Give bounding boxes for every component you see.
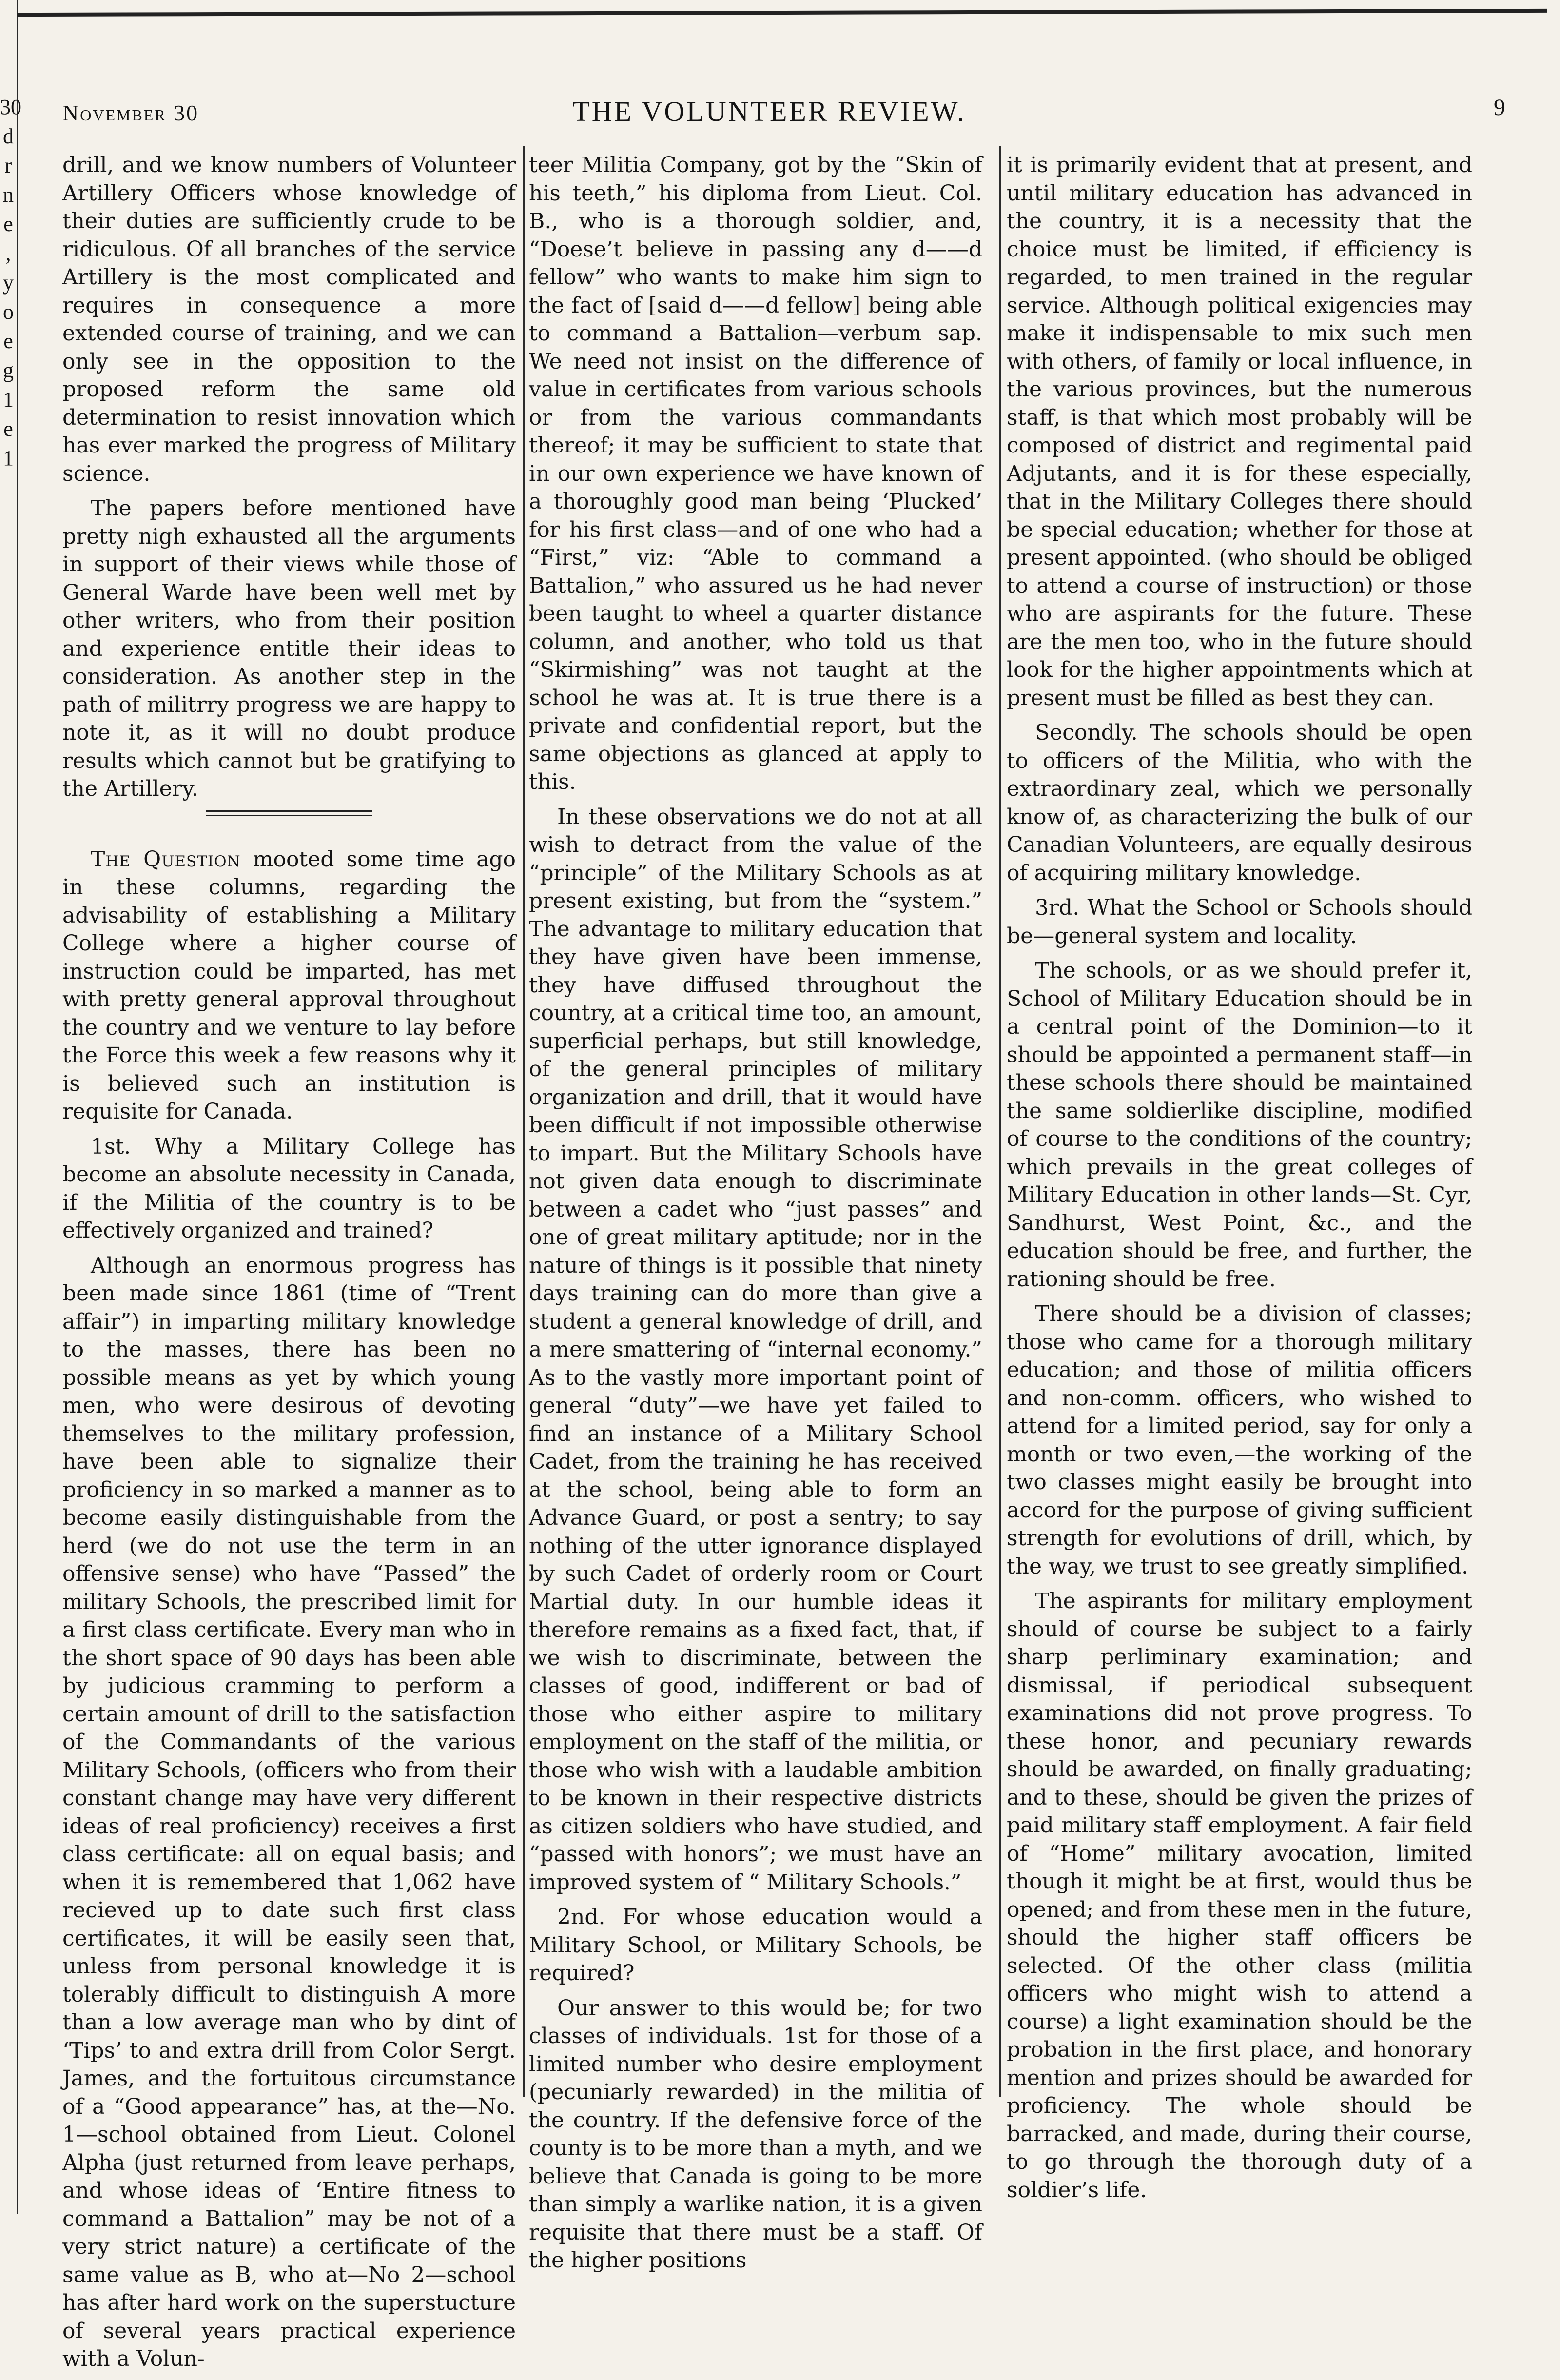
paragraph: drill, and we know numbers of Volunteer Artillery Officers whose knowledge of their duties are sufficiently crude to be ridiculous. Of all branches of the service Artillery is the most complicated and requires in consequence a more extended course of training, and we can only see in the opposition to the proposed reform the same old determination to resist innovation which has ever marked the progress of Military science.: [62, 153, 516, 486]
margin-fragment: d: [3, 124, 14, 148]
paragraph: The aspirants for military employment should of course be subject to a fairly sharp perliminary examination; and dismissal, if periodical subsequent examinations did not prove progress. To these honor, and pecuniary rewards should be awarded, on finally graduating; and to these, should be given the prizes of paid military staff employment. A fair field of “Home” military avocation, limited though it might be at first, would thus be opened; and from these men in the future, should the higher staff officers be selected. Of the other class (militia officers who might wish to attend a course) a light examination should be the probation in the first place, and honorary mention and prizes should be awarded for proficiency. The whole should be barracked, and made, during their course, to go through the thorough duty of a soldier’s life.: [1007, 1589, 1472, 2203]
margin-fragment: r: [4, 154, 12, 177]
top-border-rule: [17, 9, 1547, 17]
header-date: November 30: [62, 100, 199, 125]
paragraph: Although an enormous progress has been made since 1861 (time of “Trent affair”) in imparting military knowledge to the masses, there has been no possible means as yet by which young men, who were desirous of devoting themselves to the military profession, have been able to signalize their proficiency in so marked a manner as to become easily distinguishable from the herd (we do not use the term in an offensive sense) who have “Passed” the military Schools, the prescribed limit for a first class certificate. Every man who in the short space of 90 days has been able by judicious cramming to perform a certain amount of drill to the satisfaction of the Commandants of the various Military Schools, (officers who from their constant change may have very different ideas of real proficiency) receives a first class certificate: all on equal basis; and when it is remembered that 1,062 have recieved up to date such first class certificates, it will be easily seen that, unless from personal knowledge it is tolerably difficult to distinguish A more than a low average man who by dint of ‘Tips’ to and extra drill from Color Sergt. James, and the fortuitous circumstance of a “Good appearance” has, at the—No. 1—school obtained from Lieut. Colonel Alpha (just returned from leave perhaps, and whose ideas of ‘Entire fitness to command a Battalion” may be not of a very strict nature) a certificate of the same value as B, who at—No 2—school has after hard work on the superstucture of several years practical experience with a Volun-: [62, 1253, 516, 2371]
paragraph: 2nd. For whose education would a Military School, or Military Schools, be required?: [529, 1905, 982, 1986]
column-3: [1007, 151, 1472, 2211]
margin-fragment: 30: [0, 95, 21, 119]
lead-in-caps: The Question: [91, 846, 241, 872]
margin-fragment: g: [3, 358, 14, 382]
paragraph-text: mooted some time ago in these columns, regarding the advisability of establishing a Military College where a higher course of instruction could be imparted, has met with pretty general approval throughout the country and we venture to lay before the Force this week a few reasons why it is believed such an institution is requisite for Canada.: [62, 846, 516, 1124]
margin-fragment: y: [3, 271, 14, 295]
paragraph: 1st. Why a Military College has become an absolute necessity in Canada, if the Militia of the country is to be effectively organized and trained?: [62, 1134, 516, 1243]
column-divider: [999, 146, 1001, 2097]
column-divider: [523, 146, 525, 2097]
page-header: [62, 90, 1505, 129]
margin-fragment: n: [3, 183, 14, 207]
paragraph: Our answer to this would be; for two classes of individuals. 1st for those of a limited number who desire employment (pecuniarly rewarded) in the militia of the country. If the defensive force of the county is to be more than a myth, and we believe that Canada is going to be more than simply a warlike nation, it is a given requisite that there must be a staff. Of the higher positions: [529, 1995, 982, 2273]
paragraph: [62, 846, 516, 1126]
margin-fragment: ,: [5, 241, 11, 265]
margin-fragment: o: [3, 300, 14, 324]
margin-fragment: e: [3, 329, 13, 353]
paragraph: Secondly. The schools should be open to officers of the Militia, who with the extraordinary zeal, which we personally know of, as characterizing the bulk of our Canadian Volunteers, are equally desirous of acquiring military knowledge.: [1007, 720, 1472, 885]
margin-fragment: 1: [3, 446, 14, 470]
paragraph: teer Militia Company, got by the “Skin of his teeth,” his diploma from Lieut. Col. B., who is a thorough soldier, and, “Doese’t believe in passing any d——d fellow” who wants to make him sign to the fact of [said d——d fellow] being able to command a Battalion—verbum sap. We need not insist on the difference of value in certificates from various schools or from the various commandants thereof; it may be sufficient to state that in our own experience we have known of a thoroughly good man being ‘Plucked’ for his first class—and of one who had a “First,” viz: “Able to command a Battalion,” who assured us he had never been taught to wheel a quarter distance column, and another, who told us that “Skirmishing” was not taught at the school he was at. It is true there is a private and confidential report, but the same objections as glanced at apply to this.: [529, 153, 982, 794]
margin-fragment: e: [3, 417, 13, 441]
column-2: [529, 151, 982, 2282]
publication-title: THE VOLUNTEER REVIEW.: [572, 96, 966, 127]
section-separator: [206, 810, 372, 816]
margin-fragment: e: [3, 212, 13, 236]
paragraph: There should be a division of classes; those who came for a thorough military education; and those of militia officers and non-comm. officers, who wished to attend for a limited period, say for only a month or two even,—the working of the two classes might easily be brought into accord for the purpose of giving sufficient strength for evolutions of drill, which, by the way, we trust to see greatly simplified.: [1007, 1301, 1472, 1579]
paragraph: 3rd. What the School or Schools should be—general system and locality.: [1007, 895, 1472, 948]
paragraph: The papers before mentioned have pretty nigh exhausted all the arguments in support of their views while those of General Warde have been well met by other writers, who from their position and experience entitle their ideas to consideration. As another step in the path of militrry progress we are happy to note it, as it will no doubt produce results which cannot but be gratifying to the Artillery.: [62, 496, 516, 801]
margin-fragment: 1: [3, 388, 14, 412]
paragraph: In these observations we do not at all wish to detract from the value of the “principle” of the Military Schools as at present existing, but from the “system.” The advantage to military education that they have given have been immense, they have diffused throughout the country, at a critical time too, an amount, superficial perhaps, but still knowledge, of the general principles of military organization and drill, that it would have been difficult if not impossible otherwise to impart. But the Military Schools have not given data enough to discriminate between a cadet who “just passes” and one of great military aptitude; nor in the nature of things is it possible that ninety days training can do more than give a student a general knowledge of drill, and a mere smattering of “internal economy.” As to the vastly more important point of general “duty”—we have yet failed to find an instance of a Military School Cadet, from the training he has received at the school, being able to form an Advance Guard, or post a sentry; to say nothing of the utter ignorance displayed by such Cadet of orderly room or Court Martial duty. In our humble ideas it therefore remains as a fixed fact, that, if we wish to discriminate, between the classes of good, indifferent or bad of those who either aspire to military employment on the staff of the militia, or those who wish with a laudable ambition to be known in their respective districts as citizen soldiers who have studied, and “passed with honors”; we must have an improved system of “ Military Schools.”: [529, 804, 982, 1895]
page-number: 9: [1494, 95, 1505, 120]
paragraph: The schools, or as we should prefer it, School of Military Education should be in a central point of the Dominion—to it should be appointed a permanent staff—in these schools there should be maintained the same soldierlike discipline, modified of course to the conditions of the country; which prevails in the great colleges of Military Education in other lands—St. Cyr, Sandhurst, West Point, &c., and the education should be free, and further, the rationing should be free.: [1007, 958, 1472, 1292]
column-1: [62, 151, 516, 2380]
paragraph: it is primarily evident that at present, and until military education has advanced in the country, it is a necessity that the choice must be limited, if efficiency is regarded, to men trained in the regular service. Although political exigencies may make it indispensable to mix such men with others, of family or local influence, in the various provinces, but the numerous staff, is that which most probably will be composed of district and regimental paid Adjutants, and it is for these especially, that in the Military Colleges there should be special education; whether for those at present appointed. (who should be obliged to attend a course of instruction) or those who are aspirants for the future. These are the men too, who in the future should look for the higher appointments which at present must be filled as best they can.: [1007, 153, 1472, 710]
left-margin-fragments: [0, 0, 21, 2214]
